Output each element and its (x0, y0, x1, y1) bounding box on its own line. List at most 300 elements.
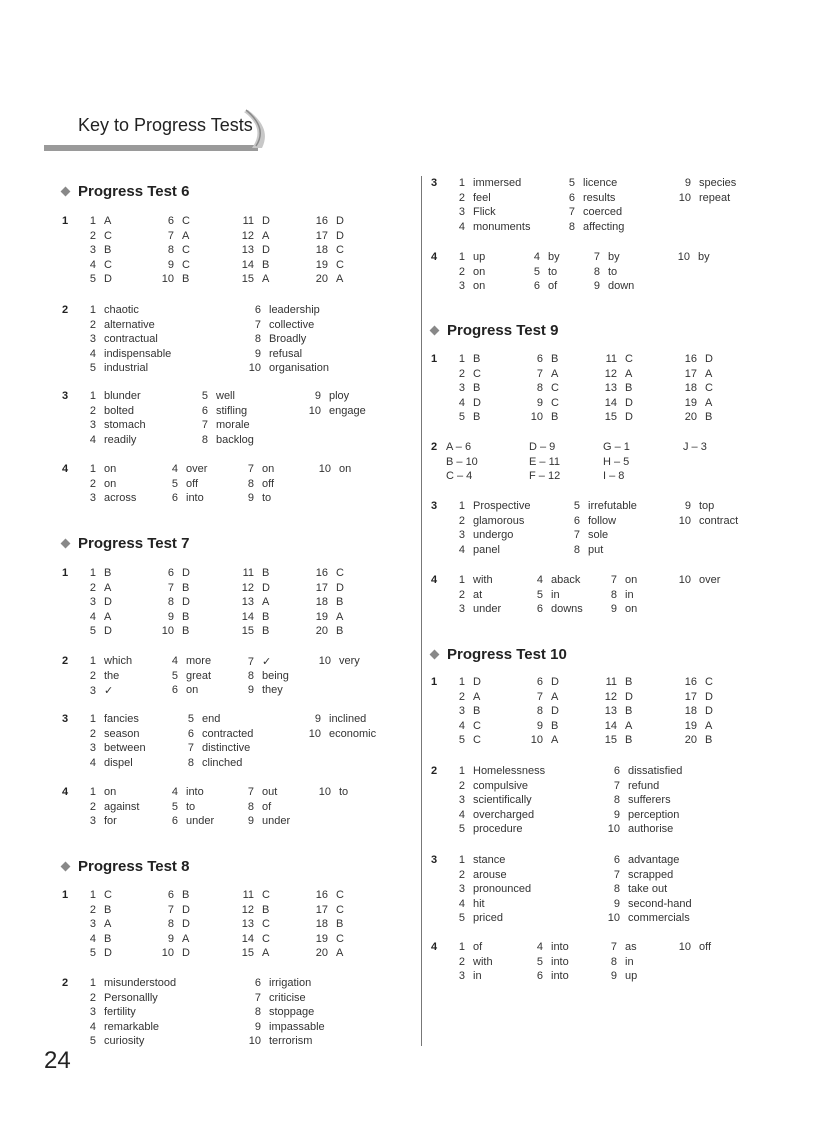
item-answer: C (473, 734, 481, 747)
item-number: 18 (684, 382, 697, 395)
answer-cell (82, 567, 111, 579)
answer-cell (603, 603, 637, 615)
item-answer: at (473, 588, 483, 601)
answer-row (431, 544, 811, 559)
answer-cell (446, 470, 472, 482)
answer-row (431, 206, 811, 221)
answer-cell (82, 492, 136, 504)
answer-cell (247, 1021, 325, 1033)
item-number: 13 (241, 244, 254, 257)
item-answer: which (104, 655, 133, 667)
answer-row (431, 353, 811, 368)
item-number: 6 (187, 727, 194, 740)
item-number: 7 (536, 367, 543, 380)
diamond-bullet-icon (61, 539, 71, 549)
item-answer: refund (628, 779, 660, 792)
answer-cell (82, 244, 111, 256)
item-number: 3 (458, 794, 465, 807)
item-number: 4 (89, 756, 96, 769)
answer-cell (586, 266, 617, 278)
item-answer: A (551, 734, 559, 747)
answer-cell (677, 500, 714, 512)
item-number: 3 (89, 742, 96, 755)
item-number: 19 (315, 610, 328, 623)
item-answer: with (473, 574, 493, 586)
item-answer: very (339, 655, 360, 667)
answer-cell (82, 463, 116, 475)
item-answer: C (104, 889, 112, 901)
item-number: 5 (201, 390, 208, 402)
answer-row (62, 625, 442, 640)
item-number: 6 (171, 492, 178, 505)
item-number: 7 (187, 742, 194, 755)
answer-cell (451, 823, 523, 835)
answer-cell (451, 780, 528, 792)
answer-row (431, 456, 811, 471)
answer-cell (451, 500, 530, 512)
answer-cell (82, 390, 141, 402)
item-answer: B (104, 932, 112, 945)
answer-cell (314, 567, 344, 579)
item-answer: D (182, 918, 190, 931)
item-number: 9 (610, 603, 617, 616)
answer-cell (529, 574, 580, 586)
item-answer: D – 9 (529, 441, 556, 453)
answer-cell (82, 362, 148, 374)
item-answer: over (699, 574, 721, 586)
answer-cell (314, 215, 344, 227)
answer-cell (529, 970, 569, 982)
answer-cell (82, 1035, 144, 1047)
item-number: 7 (568, 206, 575, 219)
item-number: 9 (254, 347, 261, 360)
answer-cell (240, 215, 270, 227)
item-number: 1 (89, 655, 96, 667)
item-answer: stifling (216, 404, 248, 417)
item-number: 9 (684, 500, 691, 512)
item-answer: put (588, 543, 604, 556)
item-number: 5 (568, 177, 575, 189)
item-number: 10 (308, 727, 321, 740)
answer-cell (82, 742, 146, 754)
item-number: 6 (613, 854, 620, 866)
item-number: 5 (573, 500, 580, 512)
item-answer: sufferers (628, 794, 671, 807)
answer-row (62, 992, 442, 1007)
item-number: 18 (684, 705, 697, 718)
answer-cell (240, 244, 270, 256)
answer-row (62, 742, 442, 757)
item-answer: B (104, 903, 112, 916)
answer-row (431, 368, 811, 383)
item-number: 8 (187, 756, 194, 769)
answer-cell (247, 319, 314, 331)
answer-cell (314, 611, 343, 623)
answer-row (62, 304, 442, 319)
item-number: 8 (573, 543, 580, 556)
item-answer: A (551, 690, 559, 703)
answer-cell (526, 251, 560, 263)
task-number: 3 (431, 854, 438, 866)
item-number: 5 (458, 411, 465, 424)
answer-cell (240, 947, 269, 959)
item-number: 6 (167, 567, 174, 579)
item-answer: C (262, 932, 270, 945)
item-answer: take out (628, 883, 668, 896)
item-answer: A (705, 719, 713, 732)
item-answer: B (182, 581, 190, 594)
item-answer: contractual (104, 333, 158, 346)
answer-row (431, 177, 811, 192)
item-answer: D (336, 581, 344, 594)
item-number: 7 (610, 574, 617, 586)
answer-row (62, 670, 442, 685)
answer-cell (82, 333, 158, 345)
answer-cell (561, 221, 624, 233)
item-answer: B (551, 411, 559, 424)
answer-cell (529, 734, 558, 746)
item-number: 2 (89, 477, 96, 490)
item-answer: sole (588, 529, 609, 542)
answer-cell (307, 728, 376, 740)
item-answer: Flick (473, 206, 496, 219)
answer-cell (683, 691, 713, 703)
item-answer: great (186, 669, 212, 682)
answer-cell (82, 904, 111, 916)
answer-cell (314, 933, 344, 945)
item-number: 1 (89, 977, 96, 989)
answer-cell (240, 567, 269, 579)
answer-cell (240, 273, 269, 285)
answer-cell (451, 177, 521, 189)
item-answer: glamorous (473, 514, 525, 527)
answer-row (62, 230, 442, 245)
item-answer: A (104, 918, 112, 931)
item-number: 20 (684, 411, 697, 424)
item-number: 18 (315, 244, 328, 257)
item-answer: against (104, 800, 140, 813)
item-number: 17 (315, 229, 328, 242)
answer-cell (561, 206, 622, 218)
item-answer: D (551, 676, 559, 688)
answer-cell (247, 348, 302, 360)
answer-cell (451, 603, 501, 615)
item-number: 3 (89, 685, 96, 698)
item-number: 10 (248, 1035, 261, 1048)
item-number: 3 (89, 1006, 96, 1019)
item-answer: B (336, 596, 344, 609)
item-number: 7 (167, 903, 174, 916)
item-answer: C (262, 889, 270, 901)
answer-row (62, 977, 442, 992)
item-number: 14 (241, 610, 254, 623)
item-answer: C (551, 396, 559, 409)
item-number: 17 (315, 903, 328, 916)
item-answer: to (262, 492, 272, 505)
item-number: 9 (167, 610, 174, 623)
answer-cell (451, 411, 480, 423)
item-answer: A (625, 719, 633, 732)
item-number: 6 (171, 815, 178, 828)
item-number: 8 (247, 800, 254, 813)
task-number: 4 (431, 574, 438, 586)
item-number: 6 (254, 977, 261, 989)
answer-cell (529, 720, 558, 732)
answer-cell (82, 230, 112, 242)
item-answer: B (182, 610, 190, 623)
item-answer: in (551, 588, 560, 601)
item-answer: C (705, 676, 713, 688)
item-number: 18 (315, 596, 328, 609)
item-answer: organisation (269, 362, 329, 375)
item-answer: with (473, 955, 493, 968)
answer-cell (314, 273, 343, 285)
answer-cell (82, 273, 112, 285)
answer-cell (82, 918, 111, 930)
answer-row (431, 397, 811, 412)
item-number: 10 (318, 463, 331, 475)
item-answer: on (104, 786, 117, 798)
item-answer: indispensable (104, 347, 172, 360)
item-number: 4 (89, 347, 96, 360)
item-answer: Prospective (473, 500, 531, 512)
item-number: 19 (315, 258, 328, 271)
item-answer: off (186, 477, 199, 490)
answer-cell (194, 390, 235, 402)
item-number: 5 (533, 265, 540, 278)
answer-cell (603, 382, 632, 394)
item-answer: alternative (104, 318, 155, 331)
task-number: 1 (62, 889, 69, 901)
item-answer: B (262, 625, 270, 638)
answer-row (431, 823, 811, 838)
item-answer: C (104, 229, 112, 242)
answer-cell (566, 500, 637, 512)
answer-row (62, 215, 442, 230)
answer-cell (683, 411, 712, 423)
answer-row (62, 244, 442, 259)
item-number: 19 (684, 719, 697, 732)
answer-cell (314, 582, 344, 594)
answer-cell (451, 734, 481, 746)
item-answer: B (705, 734, 713, 747)
item-answer: well (216, 390, 235, 402)
answer-row (62, 596, 442, 611)
item-answer: commercials (628, 912, 690, 925)
answer-cell (240, 655, 271, 668)
answer-cell (451, 705, 480, 717)
answer-cell (160, 215, 190, 227)
item-answer: remarkable (104, 1020, 160, 1033)
answer-cell (160, 567, 190, 579)
item-number: 7 (201, 419, 208, 432)
item-number: 10 (677, 251, 690, 263)
item-answer: up (625, 970, 638, 983)
item-answer: B (473, 382, 481, 395)
item-answer: B (262, 903, 270, 916)
answer-cell (683, 368, 712, 380)
task-number: 4 (431, 251, 438, 263)
answer-cell (451, 794, 532, 806)
answer-row (431, 676, 811, 691)
answer-cell (82, 815, 117, 827)
item-number: 15 (241, 947, 254, 960)
answer-cell (677, 515, 738, 527)
item-answer: for (104, 815, 117, 828)
item-answer: between (104, 742, 146, 755)
item-answer: scrapped (628, 868, 674, 881)
item-number: 5 (458, 823, 465, 836)
item-answer: out (262, 786, 278, 798)
answer-row (431, 912, 811, 927)
answer-cell (160, 918, 190, 930)
item-answer: B (473, 353, 481, 365)
answer-cell (566, 544, 603, 556)
item-number: 5 (89, 1035, 96, 1048)
item-answer: by (548, 251, 560, 263)
item-answer: B (551, 353, 559, 365)
item-answer: A (705, 396, 713, 409)
answer-row (62, 582, 442, 597)
task-number: 3 (62, 713, 69, 725)
answer-cell (240, 463, 274, 475)
item-answer: D (182, 567, 190, 579)
item-number: 7 (613, 868, 620, 881)
item-number: 8 (167, 244, 174, 257)
item-answer: into (186, 786, 204, 798)
item-answer: collective (269, 318, 315, 331)
answer-cell (180, 742, 250, 754)
answer-cell (317, 463, 351, 475)
answer-cell (529, 397, 559, 409)
item-answer: D (625, 690, 633, 703)
item-answer: into (551, 941, 569, 953)
answer-cell (160, 273, 189, 285)
item-number: 5 (89, 947, 96, 960)
answer-cell (82, 947, 112, 959)
item-number: 10 (678, 191, 691, 204)
answer-row (62, 390, 442, 405)
item-number: 9 (613, 897, 620, 910)
item-answer: F – 12 (529, 470, 561, 483)
item-answer: C (262, 918, 270, 931)
answer-row (62, 434, 442, 449)
answer-row (62, 463, 442, 478)
item-number: 16 (315, 215, 328, 227)
answer-cell (160, 611, 189, 623)
item-answer: fancies (104, 713, 139, 725)
item-answer: second-hand (628, 897, 692, 910)
page-title: Key to Progress Tests (78, 115, 253, 135)
answer-cell (82, 728, 139, 740)
answer-cell (240, 492, 271, 504)
answer-cell (164, 463, 207, 475)
item-number: 7 (593, 251, 600, 263)
answer-cell (164, 815, 214, 827)
answer-cell (164, 801, 195, 813)
answer-cell (676, 251, 710, 263)
answer-cell (451, 765, 545, 777)
answer-cell (194, 419, 250, 431)
item-answer: of (473, 941, 483, 953)
answer-row (62, 348, 442, 363)
item-answer: to (186, 800, 196, 813)
item-answer: C – 4 (446, 470, 473, 483)
answer-cell (164, 478, 198, 490)
item-answer: B (262, 567, 270, 579)
answer-cell (529, 353, 558, 365)
task-number: 2 (62, 977, 69, 989)
answer-row (431, 470, 811, 485)
item-answer: into (551, 970, 569, 983)
answer-cell (603, 456, 629, 468)
answer-cell (164, 786, 204, 798)
item-answer: D (625, 396, 633, 409)
task-number: 2 (62, 304, 69, 316)
item-answer: A (262, 596, 270, 609)
answer-cell (314, 244, 344, 256)
item-answer: C (705, 382, 713, 395)
item-answer: B (182, 889, 190, 901)
answer-cell (82, 713, 139, 725)
item-number: 6 (573, 514, 580, 527)
item-number: 6 (254, 304, 261, 316)
item-answer: D (104, 947, 112, 960)
item-answer: B (625, 676, 633, 688)
answer-cell (307, 713, 366, 725)
answer-row (62, 611, 442, 626)
answer-cell (561, 177, 617, 189)
answer-cell (603, 970, 637, 982)
answer-cell (82, 801, 139, 813)
answer-cell (82, 478, 116, 490)
item-number: 4 (89, 258, 96, 271)
item-number: 4 (89, 433, 96, 446)
item-number: 4 (458, 220, 465, 233)
item-number: 4 (171, 655, 178, 667)
item-number: 10 (161, 947, 174, 960)
item-answer: criticise (269, 991, 306, 1004)
section-title-text: Progress Test 6 (78, 183, 190, 200)
answer-cell (314, 918, 343, 930)
answer-cell (82, 670, 119, 682)
item-answer: refusal (269, 347, 303, 360)
item-answer: affecting (583, 220, 625, 233)
item-number: 4 (89, 932, 96, 945)
answer-cell (451, 382, 480, 394)
answer-cell (603, 589, 634, 601)
item-number: 6 (536, 970, 543, 983)
answer-row (431, 898, 811, 913)
item-answer: top (699, 500, 715, 512)
answer-cell (603, 441, 630, 453)
answer-cell (82, 434, 136, 446)
item-number: 16 (315, 567, 328, 579)
item-number: 1 (89, 567, 96, 579)
item-answer: ✓ (262, 656, 272, 668)
answer-cell (240, 918, 270, 930)
item-answer: I – 8 (603, 470, 625, 483)
item-number: 5 (171, 477, 178, 490)
item-answer: D (262, 244, 270, 257)
item-answer: the (104, 669, 120, 682)
item-answer: on (625, 603, 638, 616)
item-number: 7 (167, 229, 174, 242)
answer-row (431, 869, 811, 884)
item-answer: D (182, 947, 190, 960)
item-answer: compulsive (473, 779, 529, 792)
item-answer: A (104, 215, 112, 227)
